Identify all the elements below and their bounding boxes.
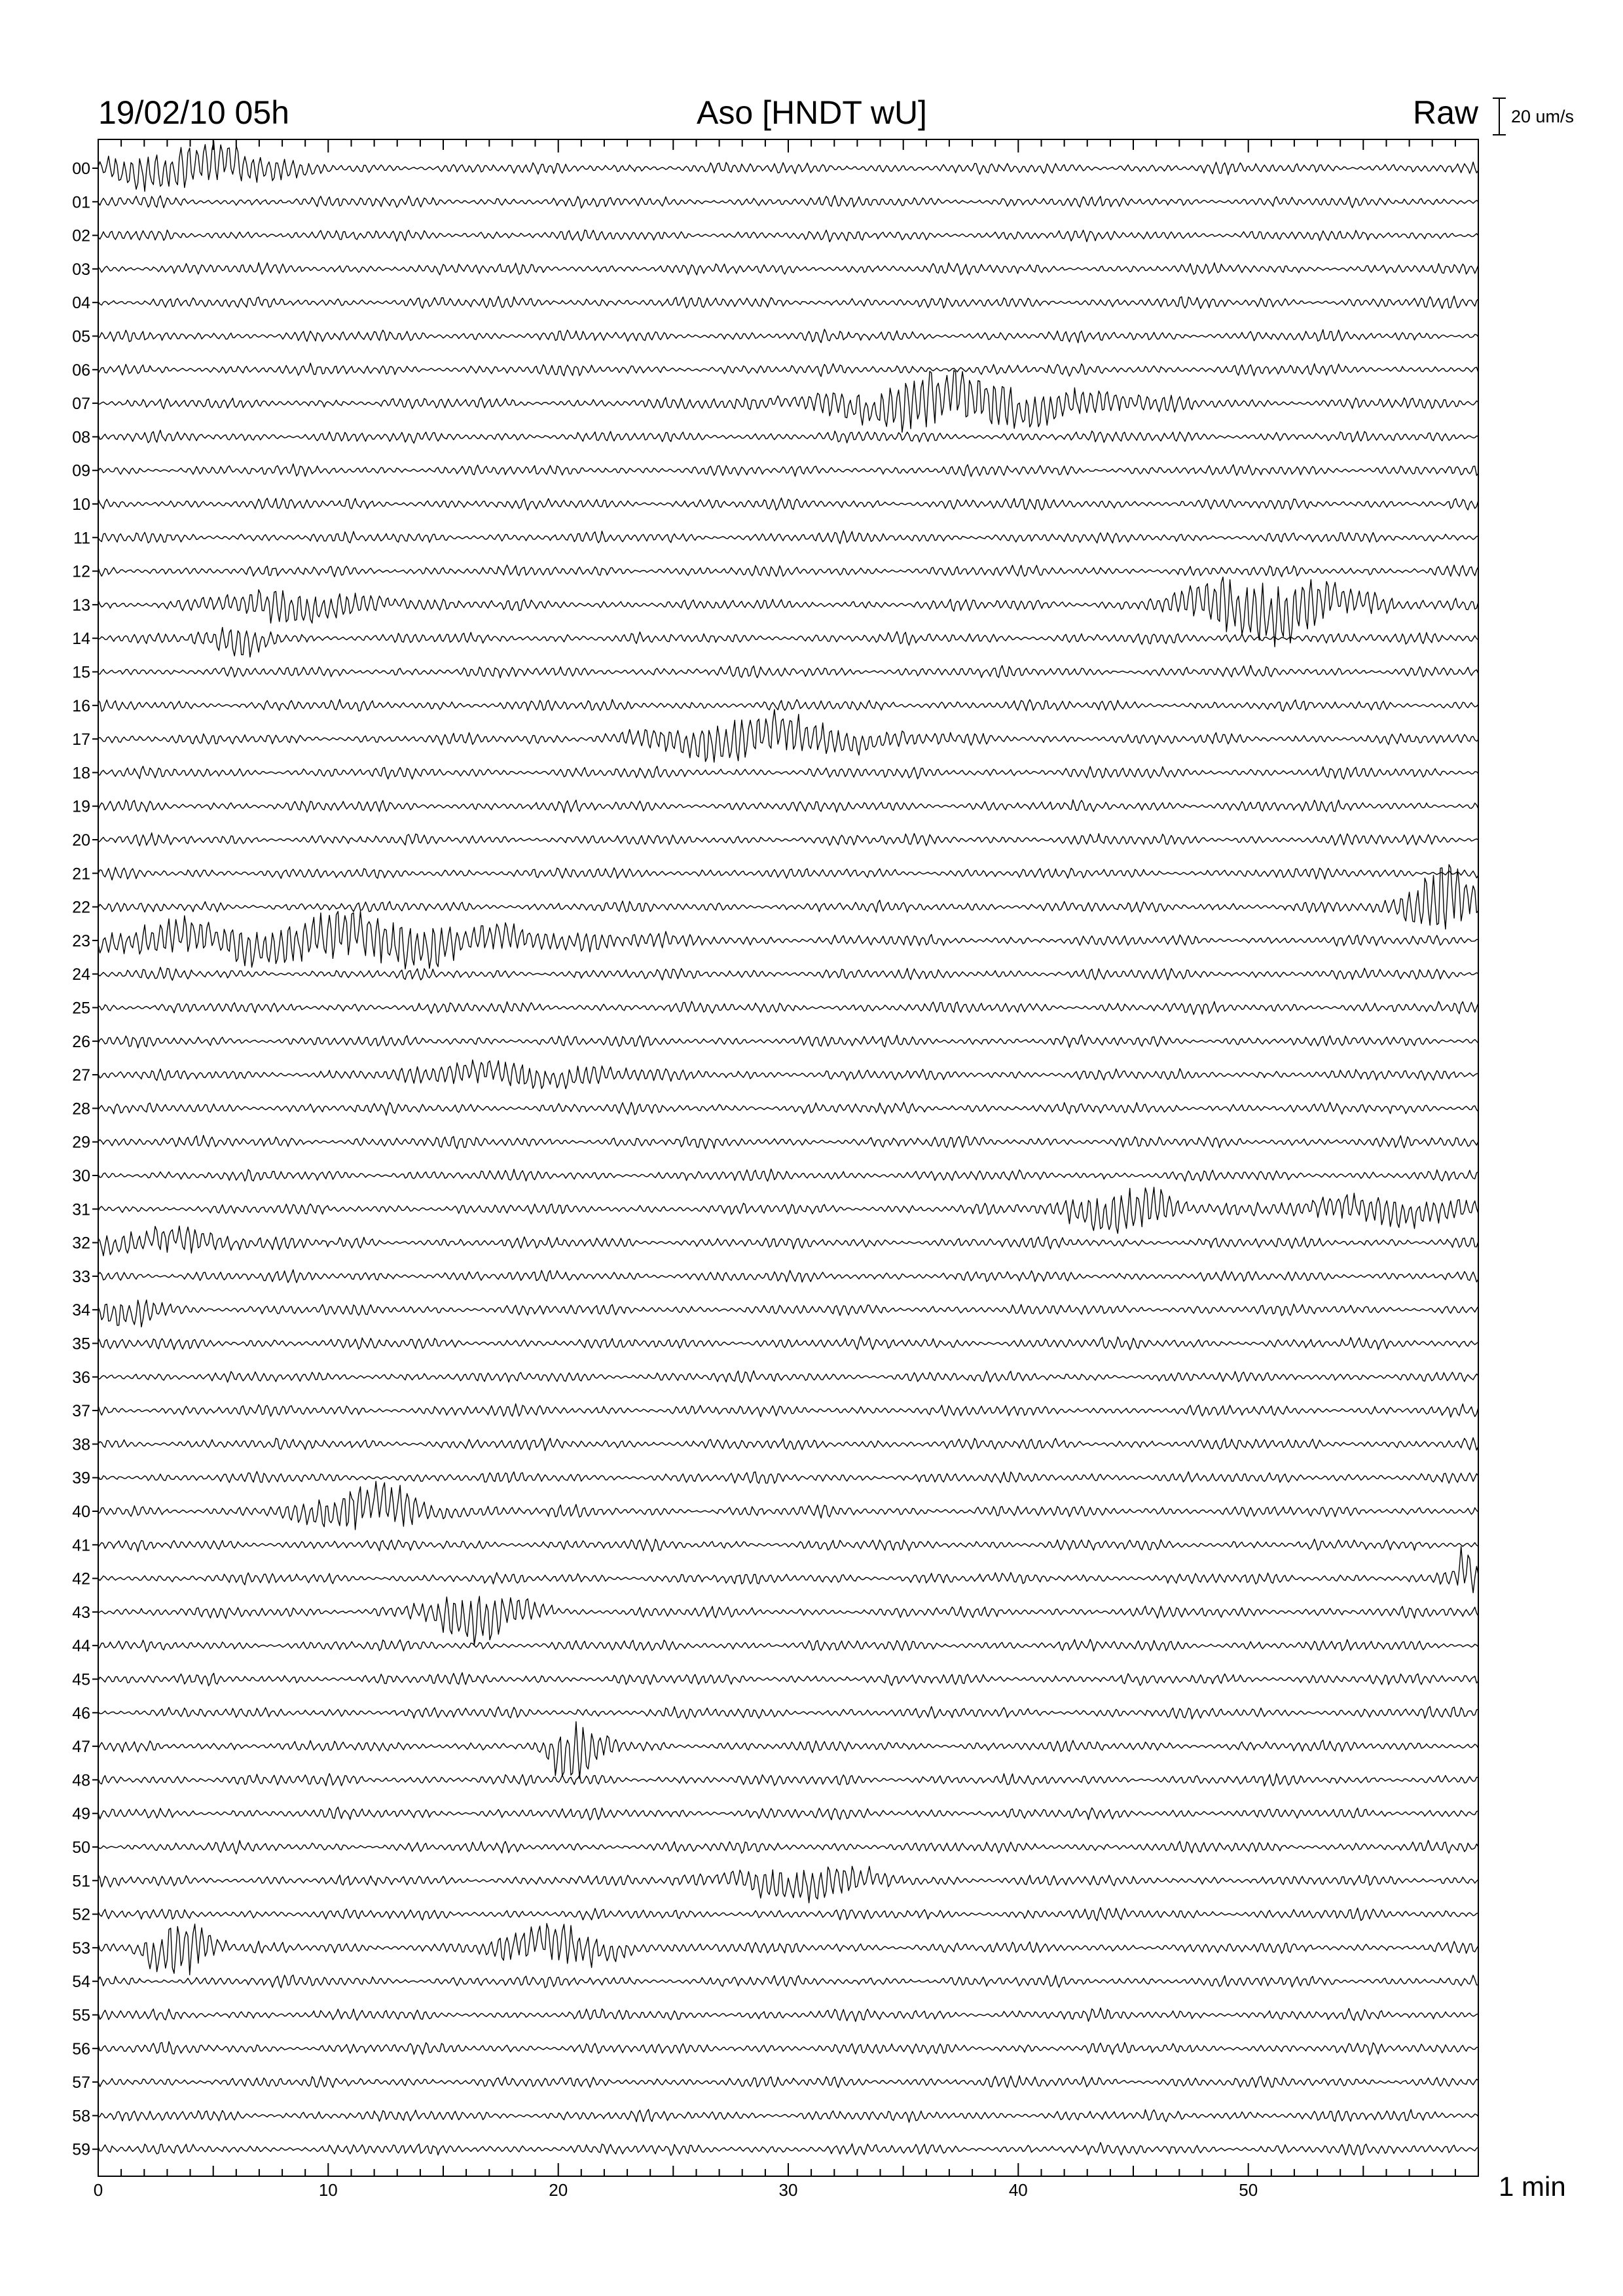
x-tick-label: 20 — [549, 2180, 568, 2200]
trace-row-36 — [98, 1371, 1478, 1382]
row-label: 04 — [72, 294, 90, 313]
row-label: 26 — [72, 1032, 90, 1051]
row-label: 48 — [72, 1771, 90, 1790]
trace-row-04 — [98, 296, 1478, 308]
trace-row-34 — [98, 1300, 1478, 1327]
row-label: 13 — [72, 596, 90, 615]
trace-row-38 — [98, 1438, 1478, 1451]
trace-row-21 — [98, 867, 1478, 880]
trace-row-17 — [98, 709, 1478, 762]
row-label: 08 — [72, 428, 90, 447]
trace-row-56 — [98, 2041, 1478, 2054]
trace-row-02 — [98, 230, 1478, 242]
row-label: 56 — [72, 2039, 90, 2058]
row-label: 31 — [72, 1200, 90, 1219]
row-label: 33 — [72, 1267, 90, 1286]
row-label: 37 — [72, 1402, 90, 1421]
row-label: 03 — [72, 260, 90, 279]
trace-row-50 — [98, 1840, 1478, 1854]
trace-row-42 — [98, 1547, 1478, 1593]
trace-lines — [98, 141, 1478, 2156]
mode-label: Raw — [1412, 94, 1478, 131]
amplitude-scale-label: 20 um/s — [1511, 107, 1575, 126]
trace-row-41 — [98, 1539, 1478, 1552]
row-label: 50 — [72, 1839, 90, 1857]
trace-row-10 — [98, 498, 1478, 511]
trace-row-54 — [98, 1975, 1478, 1988]
row-label: 38 — [72, 1435, 90, 1454]
trace-row-46 — [98, 1706, 1478, 1719]
trace-row-14 — [98, 628, 1478, 657]
trace-row-30 — [98, 1169, 1478, 1181]
trace-row-25 — [98, 1001, 1478, 1014]
row-label: 20 — [72, 831, 90, 850]
trace-row-59 — [98, 2143, 1478, 2156]
row-label: 29 — [72, 1133, 90, 1152]
trace-row-16 — [98, 700, 1478, 711]
row-label: 14 — [72, 630, 90, 649]
row-label: 07 — [72, 395, 90, 414]
trace-row-39 — [98, 1471, 1478, 1483]
row-label: 11 — [73, 529, 90, 548]
row-label: 53 — [72, 1939, 90, 1958]
row-label: 57 — [72, 2073, 90, 2092]
trace-row-23 — [98, 911, 1478, 969]
row-label: 28 — [72, 1100, 90, 1119]
row-label: 41 — [72, 1536, 90, 1555]
row-label: 23 — [72, 931, 90, 950]
trace-row-27 — [98, 1060, 1478, 1089]
row-label: 43 — [72, 1603, 90, 1622]
row-label: 02 — [72, 226, 90, 245]
row-label: 22 — [72, 898, 90, 917]
row-label: 09 — [72, 461, 90, 480]
row-label: 24 — [72, 965, 90, 984]
x-tick-label: 50 — [1239, 2180, 1258, 2200]
trace-row-49 — [98, 1807, 1478, 1820]
row-label: 19 — [72, 797, 90, 816]
trace-row-08 — [98, 430, 1478, 443]
x-tick-label: 40 — [1008, 2180, 1028, 2200]
row-label: 45 — [72, 1670, 90, 1689]
row-labels — [72, 160, 98, 2159]
trace-row-26 — [98, 1035, 1478, 1048]
x-axis-unit-label: 1 min — [1499, 2171, 1566, 2202]
trace-row-35 — [98, 1336, 1478, 1350]
trace-row-55 — [98, 2008, 1478, 2022]
x-tick-label: 30 — [778, 2180, 798, 2200]
trace-row-19 — [98, 800, 1478, 813]
minute-tick-marks — [98, 139, 1478, 2176]
row-label: 54 — [72, 1973, 90, 1992]
row-label: 59 — [72, 2140, 90, 2159]
row-label: 30 — [72, 1167, 90, 1185]
trace-row-20 — [98, 833, 1478, 846]
trace-row-11 — [98, 531, 1478, 544]
row-label: 46 — [72, 1704, 90, 1723]
row-label: 27 — [72, 1066, 90, 1085]
row-label: 21 — [72, 865, 90, 884]
x-axis-tick-labels — [94, 2180, 1258, 2200]
trace-row-58 — [98, 2109, 1478, 2123]
datetime-label: 19/02/10 05h — [98, 94, 289, 131]
row-label: 51 — [72, 1872, 90, 1891]
row-label: 25 — [72, 999, 90, 1018]
trace-row-32 — [98, 1226, 1478, 1256]
row-label: 44 — [72, 1637, 90, 1656]
row-label: 49 — [72, 1804, 90, 1823]
trace-row-52 — [98, 1908, 1478, 1921]
trace-row-45 — [98, 1673, 1478, 1686]
trace-row-05 — [98, 329, 1478, 343]
row-label: 40 — [72, 1503, 90, 1521]
row-label: 16 — [72, 696, 90, 715]
row-label: 35 — [72, 1335, 90, 1354]
row-label: 52 — [72, 1905, 90, 1924]
station-title: Aso [HNDT wU] — [697, 94, 927, 131]
row-label: 18 — [72, 764, 90, 783]
trace-row-31 — [98, 1187, 1478, 1234]
row-label: 15 — [72, 663, 90, 682]
row-label: 47 — [72, 1738, 90, 1757]
trace-row-51 — [98, 1867, 1478, 1903]
trace-row-40 — [98, 1481, 1478, 1530]
x-tick-label: 0 — [93, 2180, 103, 2200]
row-label: 32 — [72, 1234, 90, 1253]
trace-row-07 — [98, 370, 1478, 433]
row-label: 05 — [72, 327, 90, 346]
trace-row-47 — [98, 1722, 1478, 1779]
row-label: 17 — [72, 730, 90, 749]
trace-row-01 — [98, 196, 1478, 208]
amplitude-scale-bar — [1493, 98, 1506, 135]
row-label: 06 — [72, 361, 90, 380]
row-label: 58 — [72, 2107, 90, 2126]
row-label: 36 — [72, 1368, 90, 1387]
trace-row-29 — [98, 1136, 1478, 1149]
trace-row-12 — [98, 565, 1478, 577]
trace-row-33 — [98, 1270, 1478, 1283]
trace-row-53 — [98, 1924, 1478, 1975]
trace-row-57 — [98, 2076, 1478, 2088]
trace-row-24 — [98, 967, 1478, 980]
trace-row-18 — [98, 766, 1478, 780]
plot-frame — [98, 139, 1478, 2176]
trace-row-03 — [98, 262, 1478, 275]
row-label: 34 — [72, 1301, 90, 1320]
row-label: 12 — [72, 562, 90, 581]
trace-row-28 — [98, 1102, 1478, 1115]
trace-row-48 — [98, 1774, 1478, 1786]
row-label: 01 — [72, 193, 90, 212]
minute-ticks-path — [98, 139, 1478, 2176]
trace-row-06 — [98, 363, 1478, 376]
trace-row-15 — [98, 666, 1478, 678]
row-label: 00 — [72, 160, 90, 178]
trace-row-37 — [98, 1404, 1478, 1417]
trace-row-13 — [98, 577, 1478, 647]
trace-row-43 — [98, 1596, 1478, 1645]
row-label: 55 — [72, 2006, 90, 2025]
row-label: 39 — [72, 1469, 90, 1488]
trace-row-09 — [98, 464, 1478, 476]
row-label: 10 — [72, 495, 90, 514]
row-label: 42 — [72, 1570, 90, 1588]
x-tick-label: 10 — [318, 2180, 338, 2200]
trace-row-44 — [98, 1640, 1478, 1652]
